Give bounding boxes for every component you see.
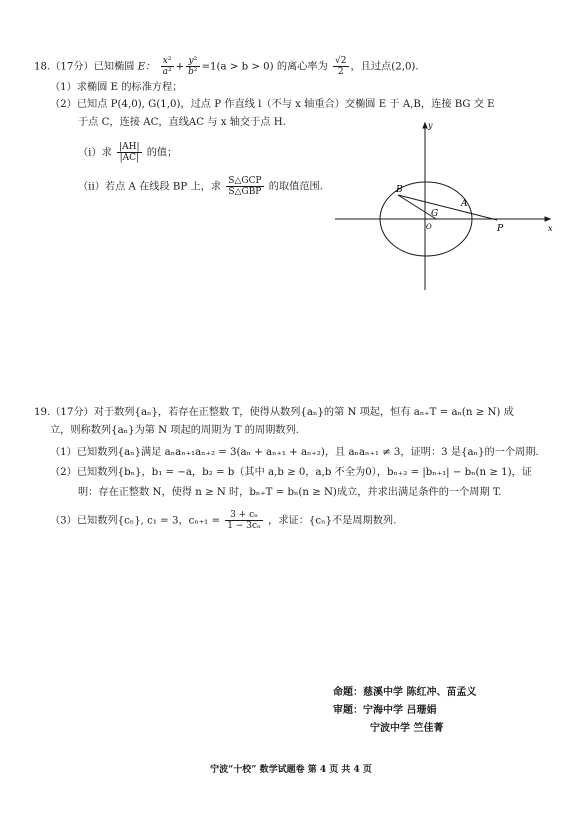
area-ratio: $\frac{\text{S△GCP}}{\text{S△GBP}}$	[228, 176, 262, 197]
q19-part1: （1）已知数列{aₙ}满足 aₙaₙ₊₁aₙ₊₂ = 3(aₙ + aₙ₊₁ + aₙ₊₂)，且 aₙaₙ₊₁ ≠ 3，证明：3 是{aₙ}的一个周期.	[50, 447, 539, 458]
y-axis-arrow-icon	[423, 123, 427, 128]
label-b: B	[396, 185, 403, 195]
x-axis-arrow-icon	[545, 217, 550, 221]
q18-passes: ，且过点(2,0).	[350, 61, 419, 73]
line-bp	[398, 195, 497, 220]
q19-part2-line1: （2）已知数列{bₙ}，b₁ = −a，b₂ = b（其中 a,b ≥ 0，a,b 不全为0），bₙ₊₂ = |bₙ₊₁| − bₙ(n ≥ 1)，证	[50, 467, 532, 478]
q18-part-i-prefix: （i）求	[78, 147, 112, 159]
q18-part-ii-prefix: （ii）若点 A 在线段 BP 上，求	[78, 181, 222, 193]
x2-over-a2: $\frac{\text{x²}}{\text{a²}}$	[162, 56, 172, 77]
q18-title-line: 18.（17分）已知椭圆 E： $\frac{\text{x²}}{\text{a²}}$ + $\frac{\text{y²}}{\text{b²}}$ =1(a > b > 0) 的离心率为 $\frac{√2}{2}$ ，且过点(2,0).	[34, 56, 419, 77]
q18-part2-line2: 于点 C，连接 AC，直线AC 与 x 轴交于点 H.	[78, 117, 286, 128]
q18-part-ii-suffix: 的取值范围.	[268, 181, 323, 193]
q18-head: 18.（17分）已知椭圆	[34, 61, 135, 73]
q19-part3-prefix: （3）已知数列{cₙ}, c₁ = 3，cₙ₊₁ =	[50, 515, 220, 527]
label-y: y	[428, 121, 433, 130]
q19-part3	[50, 510, 396, 531]
q19-part3-suffix: ，求证：{cₙ}不是周期数列.	[268, 515, 397, 527]
y2-over-b2: $\frac{\text{y²}}{\text{b²}}$	[188, 56, 198, 77]
q18-eq-condition: =1(a > b > 0)	[201, 61, 274, 73]
credits-reviewer-2: 宁波中学 竺佳菁	[370, 723, 444, 734]
credits-reviewer-1: 审题：宁海中学 吕珊娟	[333, 705, 437, 716]
q18-ellipse-name: E：	[137, 61, 156, 73]
recurrence-fraction: $\frac{\text{3 + cₙ}}{\text{1 − 3cₙ}}$	[227, 510, 261, 531]
q18-ecc-text: 的离心率为	[276, 61, 328, 73]
ah-over-ac: $\frac{|AH|}{|AC|}$	[119, 142, 140, 163]
q18-part-i-suffix: 的值；	[146, 147, 178, 159]
eccentricity-fraction: $\frac{√2}{2}$	[335, 56, 347, 77]
label-g: G	[431, 209, 439, 219]
label-x: x	[548, 224, 553, 233]
label-p: P	[497, 224, 504, 234]
credits-author: 命题：慈溪中学 陈红冲、苗孟义	[333, 687, 477, 698]
page-footer: 宁波“十校” 数学试题卷 第 4 页 共 4 页	[210, 765, 372, 775]
q18-part2-line1: （2）已知点 P(4,0), G(1,0)，过点 P 作直线 l（不与 x 轴重合）交椭圆 E 于 A,B，连接 BG 交 E	[50, 99, 495, 110]
label-a: A	[461, 199, 468, 209]
q18-part1: （1）求椭圆 E 的标准方程；	[50, 82, 183, 93]
q19-line2: 立，则称数列{aₙ}为第 N 项起的周期为 T 的周期数列.	[50, 425, 299, 436]
label-o: O	[426, 223, 432, 231]
q19-line1: 19.（17分）对于数列{aₙ}，若存在正整数 T，使得从数列{aₙ}的第 N 项起，恒有 aₙ₊T = aₙ(n ≥ N) 成	[34, 407, 514, 418]
q19-part2-line2: 明：存在正整数 N，使得 n ≥ N 时，bₙ₊T = bₙ(n ≥ N)成立，并求出满足条件的一个周期 T.	[78, 487, 502, 498]
